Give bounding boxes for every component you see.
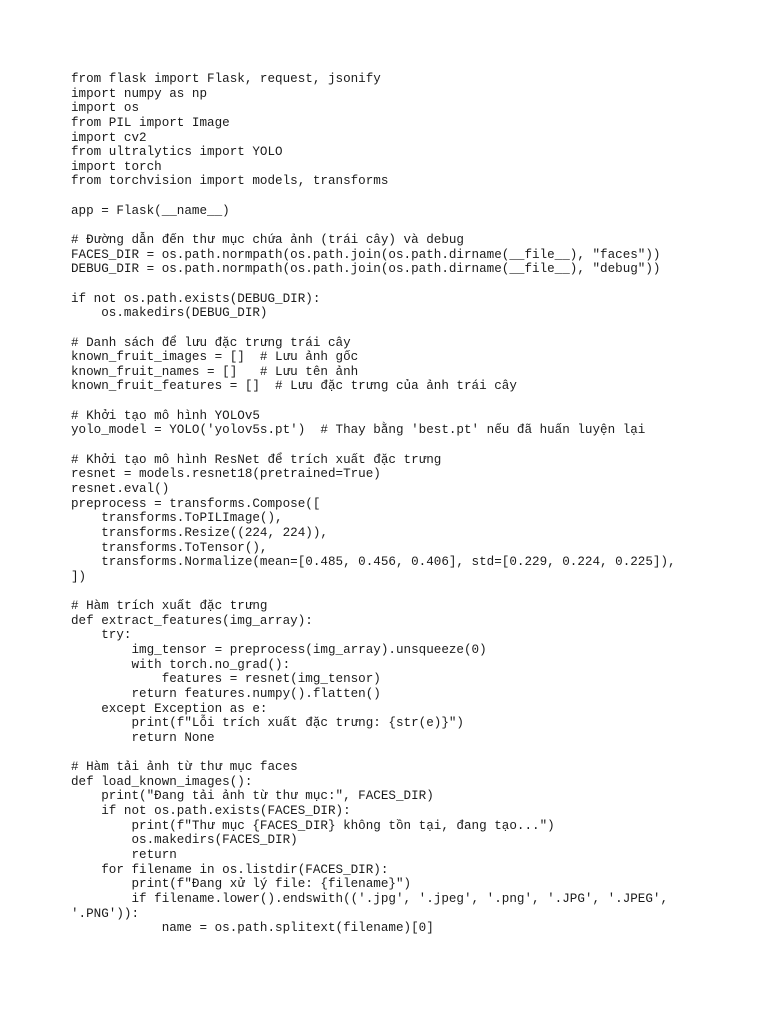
code-line: os.makedirs(DEBUG_DIR) [71,306,268,321]
code-line [71,277,676,292]
code-line: # Đường dẫn đến thư mục chứa ảnh (trái cây) và debug [71,233,464,248]
code-line: DEBUG_DIR = os.path.normpath(os.path.join(os.path.dirname(__file__), "debug")) [71,262,661,277]
code-line: ]) [71,569,87,584]
code-line: def extract_features(img_array): [71,613,313,628]
code-line: resnet = models.resnet18(pretrained=True) [71,467,381,482]
code-line: # Khởi tạo mô hình ResNet để trích xuất đặc trưng [71,452,442,467]
code-line: try: [71,628,132,643]
code-line: known_fruit_images = [] # Lưu ảnh gốc [71,350,359,365]
code-line: if filename.lower().endswith(('.jpg', '.jpeg', '.png', '.JPG', '.JPEG', [71,891,669,906]
code-line: import torch [71,159,162,174]
code-line: print(f"Thư mục {FACES_DIR} không tồn tại, đang tạo...") [71,818,555,833]
code-line: except Exception as e: [71,701,268,716]
code-line: transforms.Resize((224, 224)), [71,525,328,540]
code-line: return [71,847,177,862]
code-line: app = Flask(__name__) [71,203,230,218]
code-line: os.makedirs(FACES_DIR) [71,833,298,848]
code-line: transforms.ToTensor(), [71,540,268,555]
code-line: from PIL import Image [71,115,230,130]
code-line [71,438,676,453]
code-line: features = resnet(img_tensor) [71,672,381,687]
code-line: from torchvision import models, transforms [71,174,389,189]
code-line: if not os.path.exists(FACES_DIR): [71,804,351,819]
code-line: from ultralytics import YOLO [71,145,283,160]
code-line [71,584,676,599]
code-line: print("Đang tải ảnh từ thư mục:", FACES_DIR) [71,789,434,804]
code-line: # Danh sách để lưu đặc trưng trái cây [71,335,351,350]
code-line: print(f"Đang xử lý file: {filename}") [71,877,412,892]
code-line: import cv2 [71,130,147,145]
code-line: # Khởi tạo mô hình YOLOv5 [71,408,260,423]
code-line: resnet.eval() [71,481,170,496]
code-line: return features.numpy().flatten() [71,686,381,701]
code-line: if not os.path.exists(DEBUG_DIR): [71,291,321,306]
code-line [71,745,676,760]
code-line: preprocess = transforms.Compose([ [71,496,321,511]
code-line: '.PNG')): [71,906,140,921]
code-line: yolo_model = YOLO('yolov5s.pt') # Thay bằng 'best.pt' nếu đã huấn luyện lại [71,423,646,438]
code-line: # Hàm trích xuất đặc trưng [71,599,268,614]
code-line: # Hàm tải ảnh từ thư mục faces [71,760,298,775]
code-line [71,394,676,409]
code-block [71,72,676,936]
code-line [71,218,676,233]
code-line: transforms.Normalize(mean=[0.485, 0.456, 0.406], std=[0.229, 0.224, 0.225]), [71,555,676,570]
code-line: with torch.no_grad(): [71,657,291,672]
code-line: def load_known_images(): [71,774,253,789]
code-line: return None [71,730,215,745]
code-line: import os [71,101,140,116]
code-line: FACES_DIR = os.path.normpath(os.path.join(os.path.dirname(__file__), "faces")) [71,247,661,262]
code-line: known_fruit_features = [] # Lưu đặc trưng của ảnh trái cây [71,379,517,394]
code-line [71,189,676,204]
code-line [71,321,676,336]
code-line: import numpy as np [71,86,208,101]
code-line: transforms.ToPILImage(), [71,511,283,526]
code-line: known_fruit_names = [] # Lưu tên ảnh [71,364,359,379]
code-line: img_tensor = preprocess(img_array).unsqueeze(0) [71,642,487,657]
code-line: for filename in os.listdir(FACES_DIR): [71,862,389,877]
code-line: print(f"Lỗi trích xuất đặc trưng: {str(e)}") [71,716,464,731]
code-line: from flask import Flask, request, jsonify [71,72,381,86]
code-line: name = os.path.splitext(filename)[0] [71,921,434,936]
